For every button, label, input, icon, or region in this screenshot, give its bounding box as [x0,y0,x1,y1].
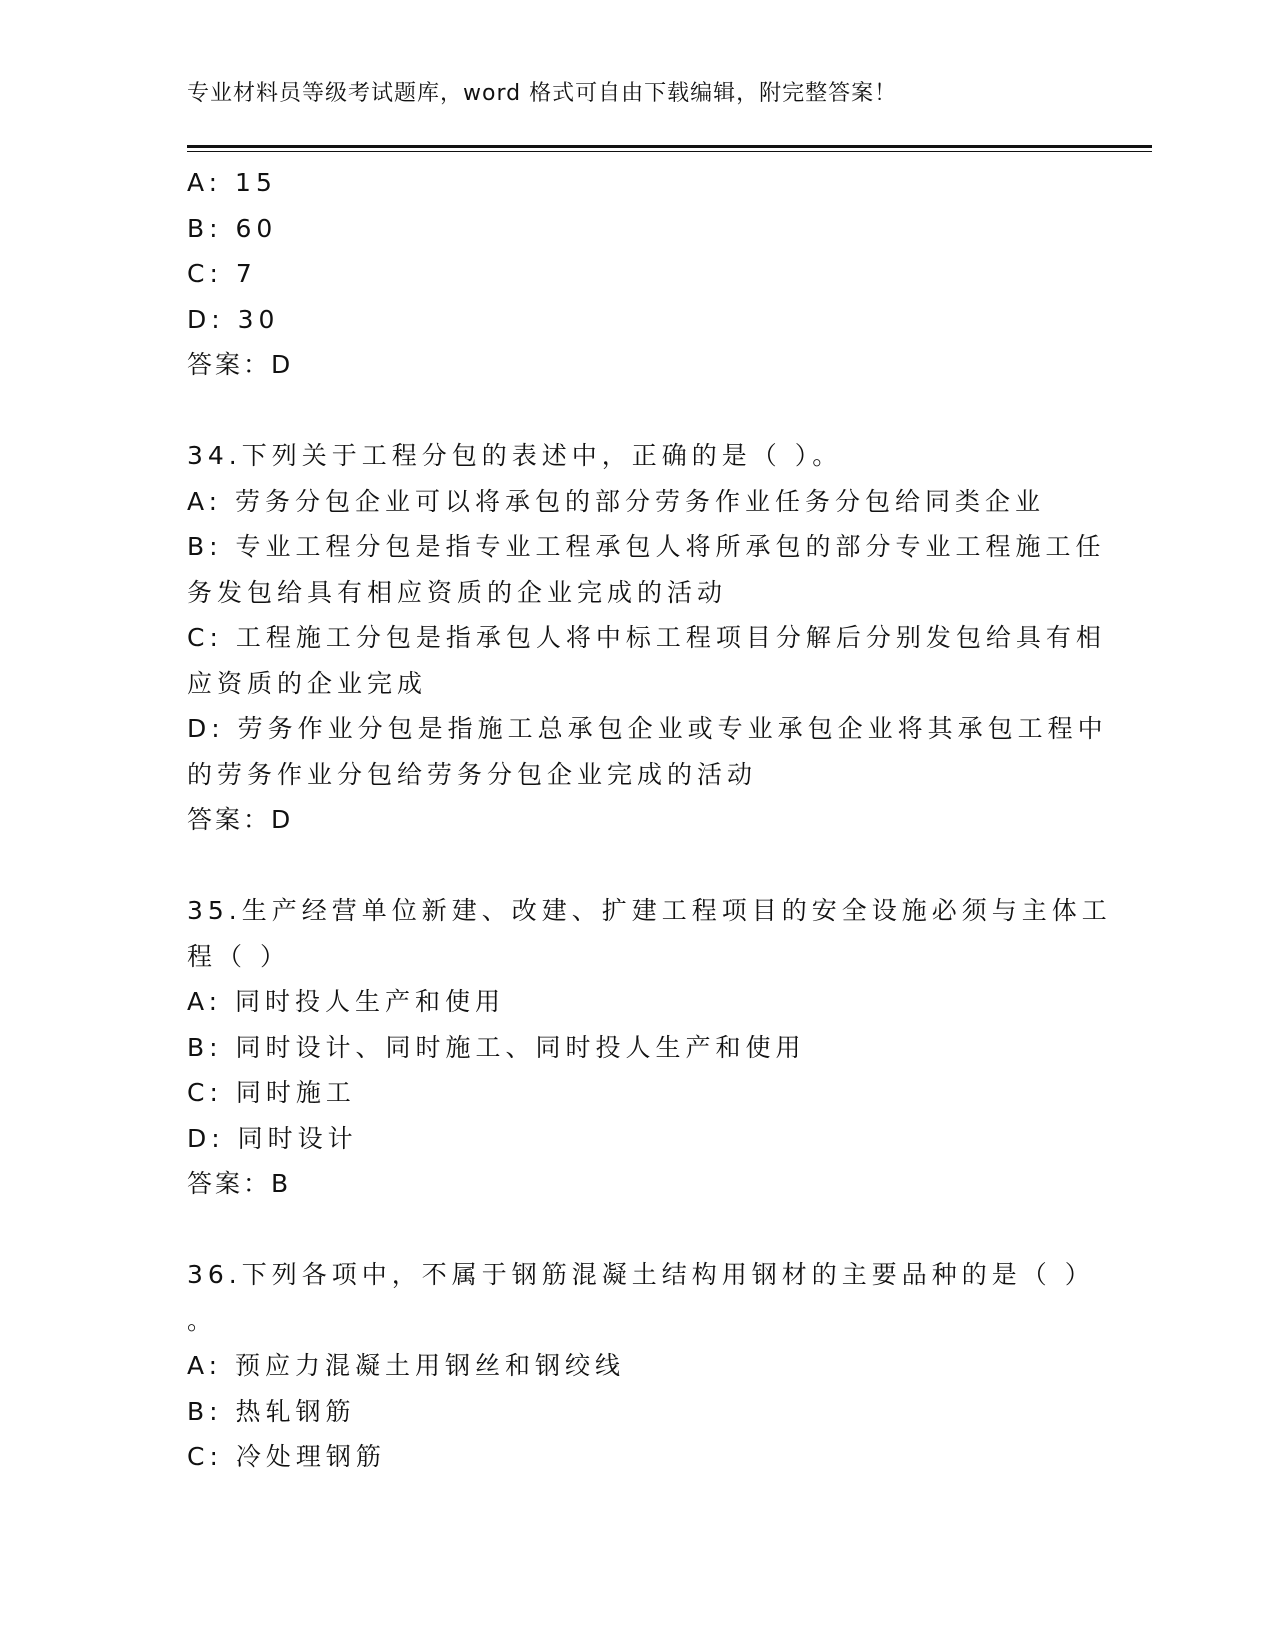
spacer [187,843,1087,889]
option-b: B: 热轧钢筋 [187,1396,356,1426]
option-b-cont: 务发包给具有相应资质的企业完成的活动 [187,577,728,607]
option-c-cont: 应资质的企业完成 [187,668,428,698]
spacer [187,1207,1087,1253]
question-content [187,160,1112,1480]
option-d: D: 同时设计 [187,1123,358,1153]
option-b: B: 60 [187,213,278,243]
option-d: D: 30 [187,304,280,334]
option-c: C: 同时施工 [187,1078,356,1107]
question-35 [187,888,1112,1207]
option-d-cont: 的劳务作业分包给劳务分包企业完成的活动 [187,759,758,789]
option-c: C: 工程施工分包是指承包人将中标工程项目分解后分别发包给具有相 [187,623,1106,652]
answer: 答案：D [187,350,294,379]
question-34 [187,433,1108,843]
option-b: B: 同时设计、同时施工、同时投人生产和使用 [187,1032,806,1062]
question-stem-cont: 程（ ） [187,941,290,971]
option-c: C: 冷处理钢筋 [187,1442,386,1471]
question-stem-cont: 。 [187,1305,218,1335]
page-header: 专业材料员等级考试题库，word 格式可自由下载编辑，附完整答案！ [187,81,898,106]
header-rule-thick [187,145,1152,148]
question-36 [187,1252,1095,1480]
answer: 答案：D [187,805,294,834]
option-a: A: 15 [187,168,277,197]
option-b: B: 专业工程分包是指专业工程承包人将所承包的部分专业工程施工任 [187,532,1106,561]
option-c: C: 7 [187,259,257,288]
question-stem: 36.下列各项中，不属于钢筋混凝土结构用钢材的主要品种的是（ ） [187,1260,1095,1289]
option-a: A: 预应力混凝土用钢丝和钢绞线 [187,1351,626,1380]
question-stem: 34.下列关于工程分包的表述中，正确的是（ ）。 [187,441,843,470]
option-a: A: 同时投人生产和使用 [187,987,506,1016]
question-stem: 35.生产经营单位新建、改建、扩建工程项目的安全设施必须与主体工 [187,896,1112,925]
header-rule-thin [187,151,1152,152]
option-a: A: 劳务分包企业可以将承包的部分劳务作业任务分包给同类企业 [187,486,1046,516]
answer: 答案：B [187,1169,292,1198]
option-d: D: 劳务作业分包是指施工总承包企业或专业承包企业将其承包工程中 [187,714,1108,743]
spacer [187,388,1087,434]
prev-question [187,160,1087,388]
